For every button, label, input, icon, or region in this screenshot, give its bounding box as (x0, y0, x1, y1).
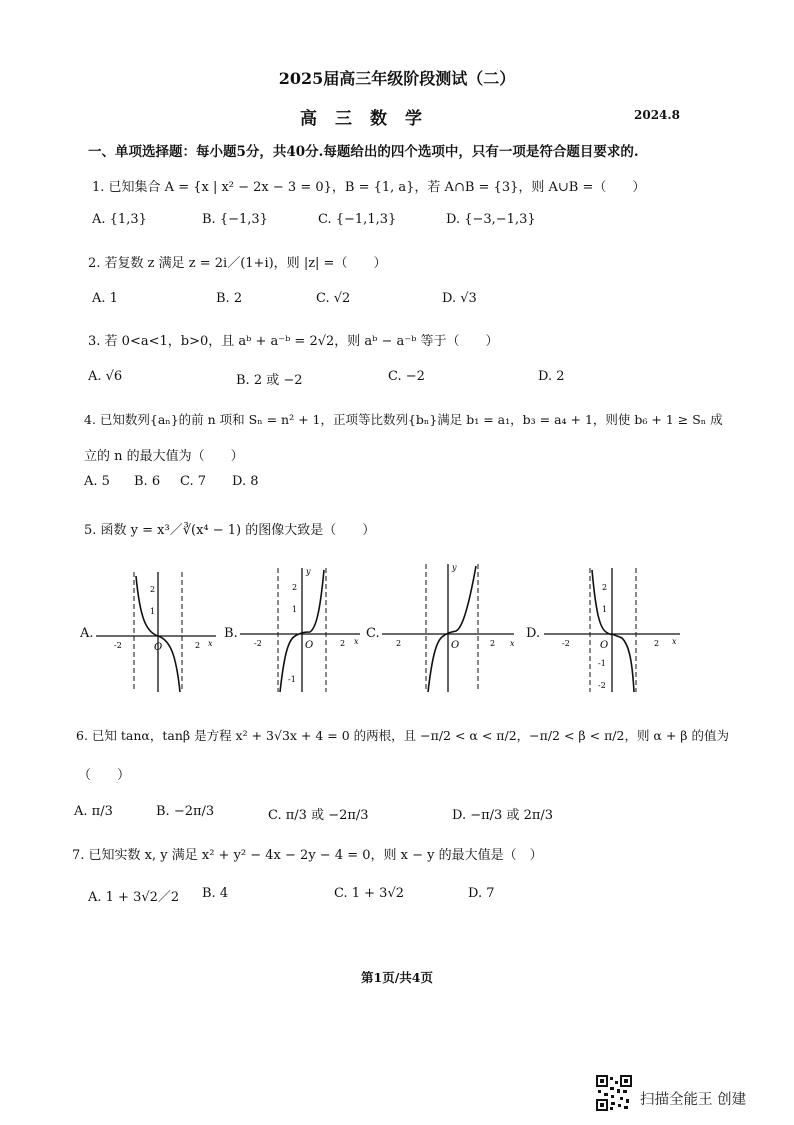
question-3-option-c: C. −2 (388, 369, 425, 384)
section-heading: 一、单项选择题：每小题5分，共40分.每题给出的四个选项中，只有一项是符合题目要求的. (88, 144, 639, 160)
question-6-option-d: D. −π/3 或 2π/3 (452, 808, 554, 823)
question-6-stem: 6. 已知 tanα，tanβ 是方程 x² + 3√3x + 4 = 0 的两根，且 −π/2 < α < π/2，−π/2 < β < π/2，则 α + β 的值为 (76, 728, 729, 743)
graph-b-x-label: x (354, 637, 359, 646)
question-2-stem: 2. 若复数 z 满足 z = 2i／(1+i)，则 |z| =（ ） (88, 256, 387, 271)
graph-c-tick-pos2: 2 (490, 639, 496, 648)
qr-code-icon (596, 1075, 632, 1111)
graph-a-origin: O (154, 642, 163, 653)
graph-a-tick-1: 1 (150, 607, 156, 616)
question-6-option-b: B. −2π/3 (156, 804, 215, 819)
question-4-option-b: B. 6 (134, 474, 161, 489)
graph-c-y-label: y (452, 563, 457, 572)
question-7-option-d: D. 7 (468, 886, 495, 901)
subject-title: 高三数学 (300, 109, 440, 129)
question-6-option-c: C. π/3 或 −2π/3 (268, 808, 369, 823)
graph-c-x-label: x (510, 639, 515, 648)
graph-b (240, 566, 364, 696)
graph-c-tick-neg2: 2 (396, 639, 402, 648)
question-2-option-b: B. 2 (216, 291, 243, 306)
question-2-option-a: A. 1 (92, 291, 118, 306)
question-4-option-c: C. 7 (180, 474, 207, 489)
question-1-stem: 1. 已知集合 A = {x | x² − 2x − 3 = 0}，B = {1, a}，若 A∩B = {3}，则 A∪B =（ ） (92, 180, 646, 195)
question-6-option-a: A. π/3 (74, 804, 113, 819)
graph-a-x-label: x (208, 639, 213, 648)
question-1-option-c: C. {−1,1,3} (318, 212, 397, 227)
question-4-option-d: D. 8 (232, 474, 259, 489)
graph-a-tick-pos2: 2 (195, 641, 201, 650)
question-3-stem: 3. 若 0<a<1，b>0，且 aᵇ + a⁻ᵇ = 2√2，则 aᵇ − a⁻ᵇ 等于（ ） (88, 334, 499, 349)
question-1-option-a: A. {1,3} (92, 212, 147, 227)
exam-title: 2025届高三年级阶段测试（二） (278, 69, 516, 88)
graph-d-tick-pos2: 2 (654, 639, 660, 648)
graph-b-tick-neg1: -1 (288, 675, 296, 684)
graph-d-tick-neg2: -2 (562, 639, 570, 648)
graph-b-origin: O (305, 640, 314, 651)
question-5-option-b: B. (224, 626, 238, 641)
graph-b-tick-2: 2 (292, 583, 298, 592)
graph-a (96, 568, 220, 696)
question-7-option-b: B. 4 (202, 886, 229, 901)
question-7-option-a: A. 1 + 3√2／2 (88, 890, 180, 905)
question-6-stem-line2: （ ） (78, 768, 131, 783)
question-1-option-b: B. {−1,3} (202, 212, 268, 227)
graph-c (382, 562, 518, 696)
question-3-option-b: B. 2 或 −2 (236, 373, 303, 388)
question-2-option-d: D. √3 (442, 291, 477, 306)
question-3-option-a: A. √6 (88, 369, 123, 384)
question-4-stem-line2: 立的 n 的最大值为（ ） (84, 449, 244, 464)
graph-b-tick-pos2: 2 (340, 639, 346, 648)
graph-b-y-label: y (306, 567, 311, 576)
question-4-option-a: A. 5 (84, 474, 110, 489)
graph-d-origin: O (600, 640, 609, 651)
graph-a-tick-neg2: -2 (114, 641, 122, 650)
graph-d-tick-1: 1 (602, 605, 608, 614)
graph-d (544, 566, 684, 696)
graph-d-tick-2: 2 (602, 583, 608, 592)
question-5-option-c: C. (366, 626, 380, 641)
page-number: 第1页/共4页 (361, 970, 433, 985)
question-1-option-d: D. {−3,−1,3} (446, 212, 536, 227)
graph-d-tick-neg2b: -2 (598, 681, 606, 690)
question-2-option-c: C. √2 (316, 291, 351, 306)
question-3-option-d: D. 2 (538, 369, 565, 384)
scanner-watermark: 扫描全能王 创建 (640, 1092, 747, 1108)
exam-date: 2024.8 (634, 108, 680, 122)
question-5-option-d: D. (526, 626, 541, 641)
question-4-stem-line1: 4. 已知数列{aₙ}的前 n 项和 Sₙ = n² + 1，正项等比数列{bₙ}满足 b₁ = a₁，b₃ = a₄ + 1，则使 b₆ + 1 ≥ Sₙ 成 (84, 412, 723, 427)
graph-a-tick-2: 2 (150, 585, 156, 594)
question-5-stem: 5. 函数 y = x³／∛(x⁴ − 1) 的图像大致是（ ） (84, 523, 376, 538)
graph-d-x-label: x (672, 637, 677, 646)
question-7-option-c: C. 1 + 3√2 (334, 886, 405, 901)
graph-b-tick-1: 1 (292, 605, 298, 614)
graph-b-tick-neg2: -2 (254, 639, 262, 648)
question-7-stem: 7. 已知实数 x, y 满足 x² + y² − 4x − 2y − 4 = 0，则 x − y 的最大值是（ ） (72, 848, 543, 863)
graph-d-tick-neg1: -1 (598, 659, 606, 668)
question-5-option-a: A. (80, 626, 94, 641)
graph-c-origin: O (451, 640, 460, 651)
